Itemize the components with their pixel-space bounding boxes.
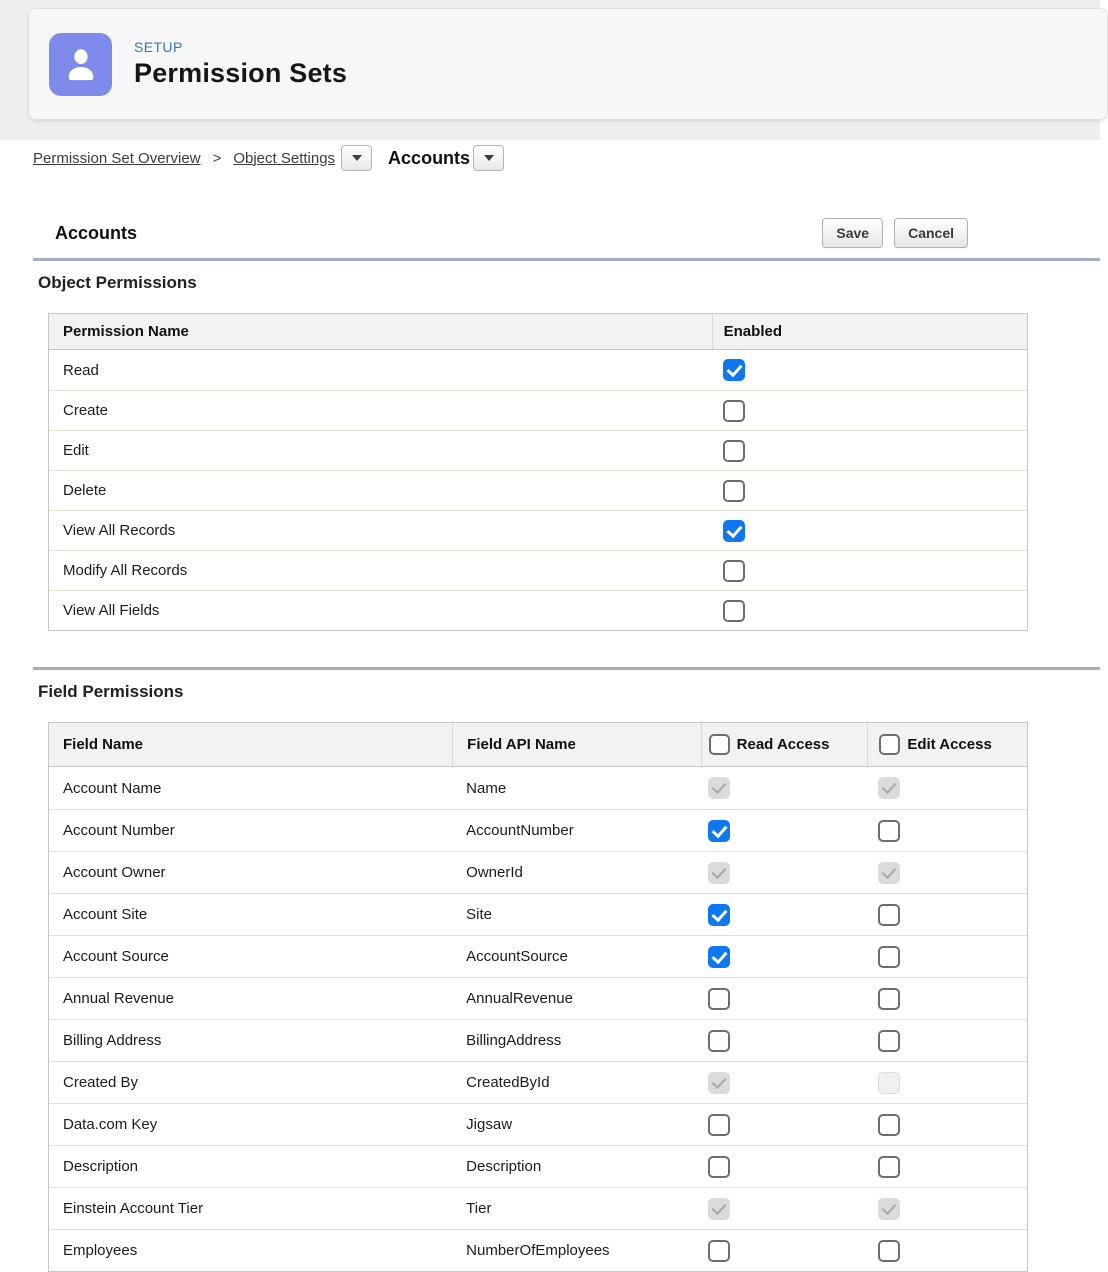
edit-access-cell: [867, 1156, 1027, 1178]
field-api-name-cell: Jigsaw: [466, 1116, 513, 1133]
object-settings-dropdown-button[interactable]: [341, 145, 372, 171]
field-name-cell: Account Name: [63, 779, 162, 797]
enabled-cell: [712, 520, 1027, 542]
object-permission-row: [49, 390, 1027, 430]
field-permission-row: [49, 1187, 1027, 1229]
column-header-enabled: Enabled: [712, 314, 1027, 349]
edit-access-cell: [867, 1198, 1027, 1220]
cancel-button[interactable]: Cancel: [894, 218, 968, 248]
read-access-cell: [701, 1030, 868, 1052]
permission-name-cell: Edit: [63, 442, 89, 459]
field-permissions-rows: [49, 767, 1027, 1271]
field-permission-row: [49, 1229, 1027, 1271]
enabled-cell: [712, 480, 1027, 502]
header-text: [134, 39, 347, 89]
object-permission-row: [49, 350, 1027, 390]
view-all-fields-enabled-checkbox[interactable]: [723, 600, 745, 622]
action-buttons: [822, 218, 968, 248]
edit-access-cell: [867, 988, 1027, 1010]
field-permission-row: [49, 1019, 1027, 1061]
field-permission-row: [49, 809, 1027, 851]
title-row: [55, 216, 968, 250]
field-name-cell: Billing Address: [63, 1032, 162, 1049]
permission-name-cell: Modify All Records: [63, 562, 188, 579]
account-name-read-access-checkbox: [708, 777, 730, 799]
field-permission-row: [49, 851, 1027, 893]
description-read-access-checkbox[interactable]: [708, 1156, 730, 1178]
object-permission-row: [49, 510, 1027, 550]
account-source-edit-access-checkbox[interactable]: [878, 946, 900, 968]
edit-access-select-all-checkbox[interactable]: [879, 734, 900, 755]
enabled-cell: [712, 400, 1027, 422]
read-enabled-checkbox[interactable]: [723, 359, 745, 381]
field-permission-row: [49, 767, 1027, 809]
breadcrumb-current-object: Accounts: [388, 147, 471, 168]
account-name-edit-access-checkbox: [878, 777, 900, 799]
field-api-name-cell: OwnerId: [466, 864, 523, 881]
account-owner-read-access-checkbox: [708, 862, 730, 884]
column-header-field-name: Field Name: [63, 736, 144, 753]
edit-enabled-checkbox[interactable]: [723, 440, 745, 462]
breadcrumb-link-object-settings[interactable]: Object Settings: [233, 149, 336, 167]
field-name-cell: Account Source: [63, 948, 169, 965]
accounts-dropdown-button[interactable]: [473, 145, 504, 171]
account-number-edit-access-checkbox[interactable]: [878, 820, 900, 842]
object-permission-row: [49, 430, 1027, 470]
save-button[interactable]: Save: [822, 218, 883, 248]
read-access-cell: [701, 1198, 868, 1220]
section-divider: [33, 258, 1100, 261]
read-access-cell: [701, 820, 868, 842]
edit-access-cell: [867, 1240, 1027, 1262]
edit-access-cell: [867, 1114, 1027, 1136]
field-name-cell: Account Site: [63, 906, 148, 923]
field-api-name-cell: NumberOfEmployees: [466, 1242, 610, 1259]
field-name-cell: Description: [63, 1158, 139, 1175]
enabled-cell: [712, 600, 1027, 622]
created-by-read-access-checkbox: [708, 1072, 730, 1094]
field-permission-row: [49, 1061, 1027, 1103]
field-permissions-table-header: [49, 723, 1027, 767]
page-title: Accounts: [55, 222, 138, 243]
permission-name-cell: Delete: [63, 482, 107, 499]
field-permissions-heading: Field Permissions: [38, 682, 184, 701]
field-name-cell: Data.com Key: [63, 1116, 158, 1133]
field-api-name-cell: Site: [466, 906, 493, 923]
view-all-records-enabled-checkbox[interactable]: [723, 520, 745, 542]
account-site-read-access-checkbox[interactable]: [708, 904, 730, 926]
read-access-select-all-checkbox[interactable]: [709, 734, 730, 755]
annual-revenue-read-access-checkbox[interactable]: [708, 988, 730, 1010]
edit-access-cell: [867, 1072, 1027, 1094]
field-permission-row: [49, 1145, 1027, 1187]
einstein-account-tier-read-access-checkbox: [708, 1198, 730, 1220]
enabled-cell: [712, 560, 1027, 582]
edit-access-cell: [867, 862, 1027, 884]
employees-read-access-checkbox[interactable]: [708, 1240, 730, 1262]
billing-address-read-access-checkbox[interactable]: [708, 1030, 730, 1052]
main-content: [0, 140, 1100, 1272]
enabled-cell: [712, 440, 1027, 462]
field-name-cell: Annual Revenue: [63, 990, 174, 1007]
read-access-cell: [701, 904, 868, 926]
modify-all-records-enabled-checkbox[interactable]: [723, 560, 745, 582]
page-header-title: Permission Sets: [134, 58, 348, 88]
object-permissions-table-header: [49, 314, 1027, 350]
chevron-down-icon: [484, 155, 494, 161]
field-api-name-cell: Tier: [466, 1200, 492, 1217]
field-api-name-cell: AccountNumber: [466, 822, 574, 839]
object-permission-row: [49, 550, 1027, 590]
breadcrumb-link-permission-set-overview[interactable]: Permission Set Overview: [33, 149, 201, 167]
object-permissions-rows: [49, 350, 1027, 630]
column-header-field-api-name: Field API Name: [452, 723, 701, 766]
field-api-name-cell: AccountSource: [466, 948, 568, 965]
permission-name-cell: Create: [63, 402, 109, 419]
user-icon: [61, 44, 101, 84]
account-source-read-access-checkbox[interactable]: [708, 946, 730, 968]
billing-address-edit-access-checkbox[interactable]: [878, 1030, 900, 1052]
read-access-cell: [701, 946, 868, 968]
field-permission-row: [49, 935, 1027, 977]
field-permission-row: [49, 977, 1027, 1019]
read-access-cell: [701, 777, 868, 799]
data-com-key-read-access-checkbox[interactable]: [708, 1114, 730, 1136]
object-permission-row: [49, 590, 1027, 630]
permission-name-cell: Read: [63, 361, 99, 379]
description-edit-access-checkbox[interactable]: [878, 1156, 900, 1178]
object-permissions-table: [48, 313, 1028, 631]
read-access-cell: [701, 1156, 868, 1178]
einstein-account-tier-edit-access-checkbox: [878, 1198, 900, 1220]
chevron-down-icon: [352, 155, 362, 161]
column-header-edit-access: Edit Access: [867, 723, 1027, 766]
field-name-cell: Employees: [63, 1242, 138, 1259]
field-name-cell: Created By: [63, 1074, 139, 1091]
object-permissions-heading: Object Permissions: [38, 273, 197, 292]
breadcrumb: [33, 144, 1100, 172]
read-access-cell: [701, 1240, 868, 1262]
field-api-name-cell: BillingAddress: [466, 1032, 562, 1049]
create-enabled-checkbox[interactable]: [723, 400, 745, 422]
field-permissions-table: [48, 722, 1028, 1272]
account-site-edit-access-checkbox[interactable]: [878, 904, 900, 926]
created-by-edit-access-checkbox: [878, 1072, 900, 1094]
permission-sets-icon: [49, 33, 112, 96]
field-api-name-cell: CreatedById: [466, 1074, 550, 1091]
section-divider: [33, 667, 1100, 670]
read-access-cell: [701, 862, 868, 884]
field-api-name-cell: Description: [466, 1158, 542, 1175]
annual-revenue-edit-access-checkbox[interactable]: [878, 988, 900, 1010]
permission-name-cell: View All Records: [63, 522, 176, 539]
account-number-read-access-checkbox[interactable]: [708, 820, 730, 842]
field-permission-row: [49, 893, 1027, 935]
edit-access-cell: [867, 820, 1027, 842]
edit-access-cell: [867, 904, 1027, 926]
field-api-name-cell: Name: [466, 779, 507, 797]
object-permission-row: [49, 470, 1027, 510]
read-access-cell: [701, 1114, 868, 1136]
column-header-read-access: Read Access: [701, 723, 868, 766]
page-header-card: [28, 8, 1108, 120]
delete-enabled-checkbox[interactable]: [723, 480, 745, 502]
permission-name-cell: View All Fields: [63, 602, 160, 619]
data-com-key-edit-access-checkbox[interactable]: [878, 1114, 900, 1136]
field-permission-row: [49, 1103, 1027, 1145]
breadcrumb-separator: >: [212, 149, 222, 167]
read-access-cell: [701, 1072, 868, 1094]
edit-access-cell: [867, 946, 1027, 968]
field-name-cell: Einstein Account Tier: [63, 1200, 204, 1217]
field-api-name-cell: AnnualRevenue: [466, 990, 573, 1007]
edit-access-cell: [867, 1030, 1027, 1052]
enabled-cell: [712, 359, 1027, 381]
setup-label: SETUP: [134, 39, 183, 55]
employees-edit-access-checkbox[interactable]: [878, 1240, 900, 1262]
field-name-cell: Account Owner: [63, 864, 166, 881]
column-header-permission-name: Permission Name: [63, 323, 189, 340]
read-access-cell: [701, 988, 868, 1010]
account-owner-edit-access-checkbox: [878, 862, 900, 884]
field-name-cell: Account Number: [63, 822, 175, 839]
setup-header-band: [0, 0, 1100, 140]
edit-access-cell: [867, 777, 1027, 799]
